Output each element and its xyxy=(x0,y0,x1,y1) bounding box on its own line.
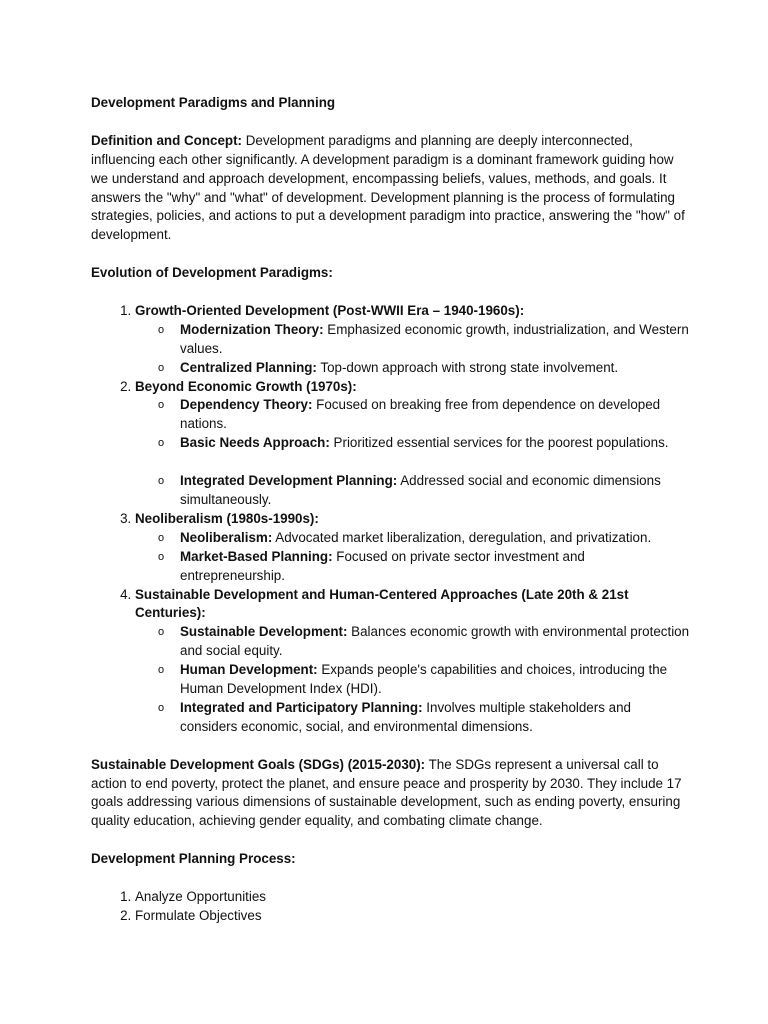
process-heading: Development Planning Process: xyxy=(91,851,296,867)
sdgs-paragraph xyxy=(91,756,691,832)
era-title: Beyond Economic Growth (1970s): xyxy=(135,378,357,394)
era-item xyxy=(135,586,691,737)
list-item xyxy=(180,396,691,434)
item-term: Sustainable Development: xyxy=(180,624,348,640)
list-item xyxy=(180,434,691,453)
item-term: Basic Needs Approach: xyxy=(180,435,330,451)
list-item xyxy=(180,529,691,548)
sdgs-label: Sustainable Development Goals (SDGs) (2015-2030): xyxy=(91,756,426,772)
item-term: Integrated and Participatory Planning: xyxy=(180,699,423,715)
era-sublist xyxy=(135,529,691,586)
era-item xyxy=(135,378,691,510)
list-item xyxy=(180,661,691,699)
era-title: Neoliberalism (1980s-1990s): xyxy=(135,510,319,526)
item-term: Integrated Development Planning: xyxy=(180,473,398,489)
item-desc: Balances economic growth with environmental protection and social equity. xyxy=(180,624,690,659)
item-term: Centralized Planning: xyxy=(180,359,317,375)
item-desc: Emphasized economic growth, industrialization, and Western values. xyxy=(180,321,689,356)
list-item xyxy=(180,472,691,510)
eras-list xyxy=(91,302,691,737)
era-sublist xyxy=(135,321,691,378)
item-term: Dependency Theory: xyxy=(180,397,313,413)
era-title: Sustainable Development and Human-Centered Approaches (Late 20th & 21st Centuries): xyxy=(135,586,629,621)
evolution-heading: Evolution of Development Paradigms: xyxy=(91,265,333,281)
definition-paragraph xyxy=(91,132,691,245)
era-title: Growth-Oriented Development (Post-WWII Era – 1940-1960s): xyxy=(135,302,525,318)
item-desc: Expands people's capabilities and choices, introducing the Human Development Index (HDI). xyxy=(180,662,668,697)
document-body xyxy=(91,94,691,926)
sdgs-text: The SDGs represent a universal call to action to end poverty, protect the planet, and ensure peace and prosperity by 2030. They include 17 goals addressing various dimensions of sustainable development, such as ending poverty, ensuring quality education, achieving gender equality, and combating climate change. xyxy=(91,756,682,829)
list-item xyxy=(180,321,691,359)
item-desc: Prioritized essential services for the poorest populations. xyxy=(329,435,669,451)
era-item xyxy=(135,510,691,586)
definition-label: Definition and Concept: xyxy=(91,132,243,148)
definition-text: Development paradigms and planning are deeply interconnected, influencing each other significantly. A development paradigm is a dominant framework guiding how we understand and approach development, encompassing beliefs, values, methods, and goals. It answers the "why" and "what" of development. Development planning is the process of formulating strategies, policies, and actions to put a development paradigm into practice, answering the "how" of development. xyxy=(91,132,685,243)
era-item xyxy=(135,302,691,378)
list-item xyxy=(180,548,691,586)
item-term: Modernization Theory: xyxy=(180,321,324,337)
item-desc: Top-down approach with strong state involvement. xyxy=(316,359,619,375)
process-steps-list xyxy=(91,888,691,926)
item-desc: Involves multiple stakeholders and considers economic, social, and environmental dimensions. xyxy=(180,699,631,734)
item-term: Neoliberalism: xyxy=(180,529,273,545)
era-sublist xyxy=(135,623,691,736)
process-step: 2. Formulate Objectives xyxy=(135,907,691,926)
era-sublist xyxy=(135,396,691,509)
process-step: 1. Analyze Opportunities xyxy=(135,888,691,907)
item-desc: Addressed social and economic dimensions simultaneously. xyxy=(180,473,661,507)
list-item xyxy=(180,623,691,661)
item-term: Human Development: xyxy=(180,662,318,678)
item-desc: Focused on breaking free from dependence on developed nations. xyxy=(180,397,661,432)
list-item xyxy=(180,359,691,378)
item-term: Market-Based Planning: xyxy=(180,548,333,564)
document-title: Development Paradigms and Planning xyxy=(91,95,336,110)
item-desc: Focused on private sector investment and entrepreneurship. xyxy=(180,548,585,583)
list-item xyxy=(180,699,691,737)
item-desc: Advocated market liberalization, deregulation, and privatization. xyxy=(272,529,652,545)
